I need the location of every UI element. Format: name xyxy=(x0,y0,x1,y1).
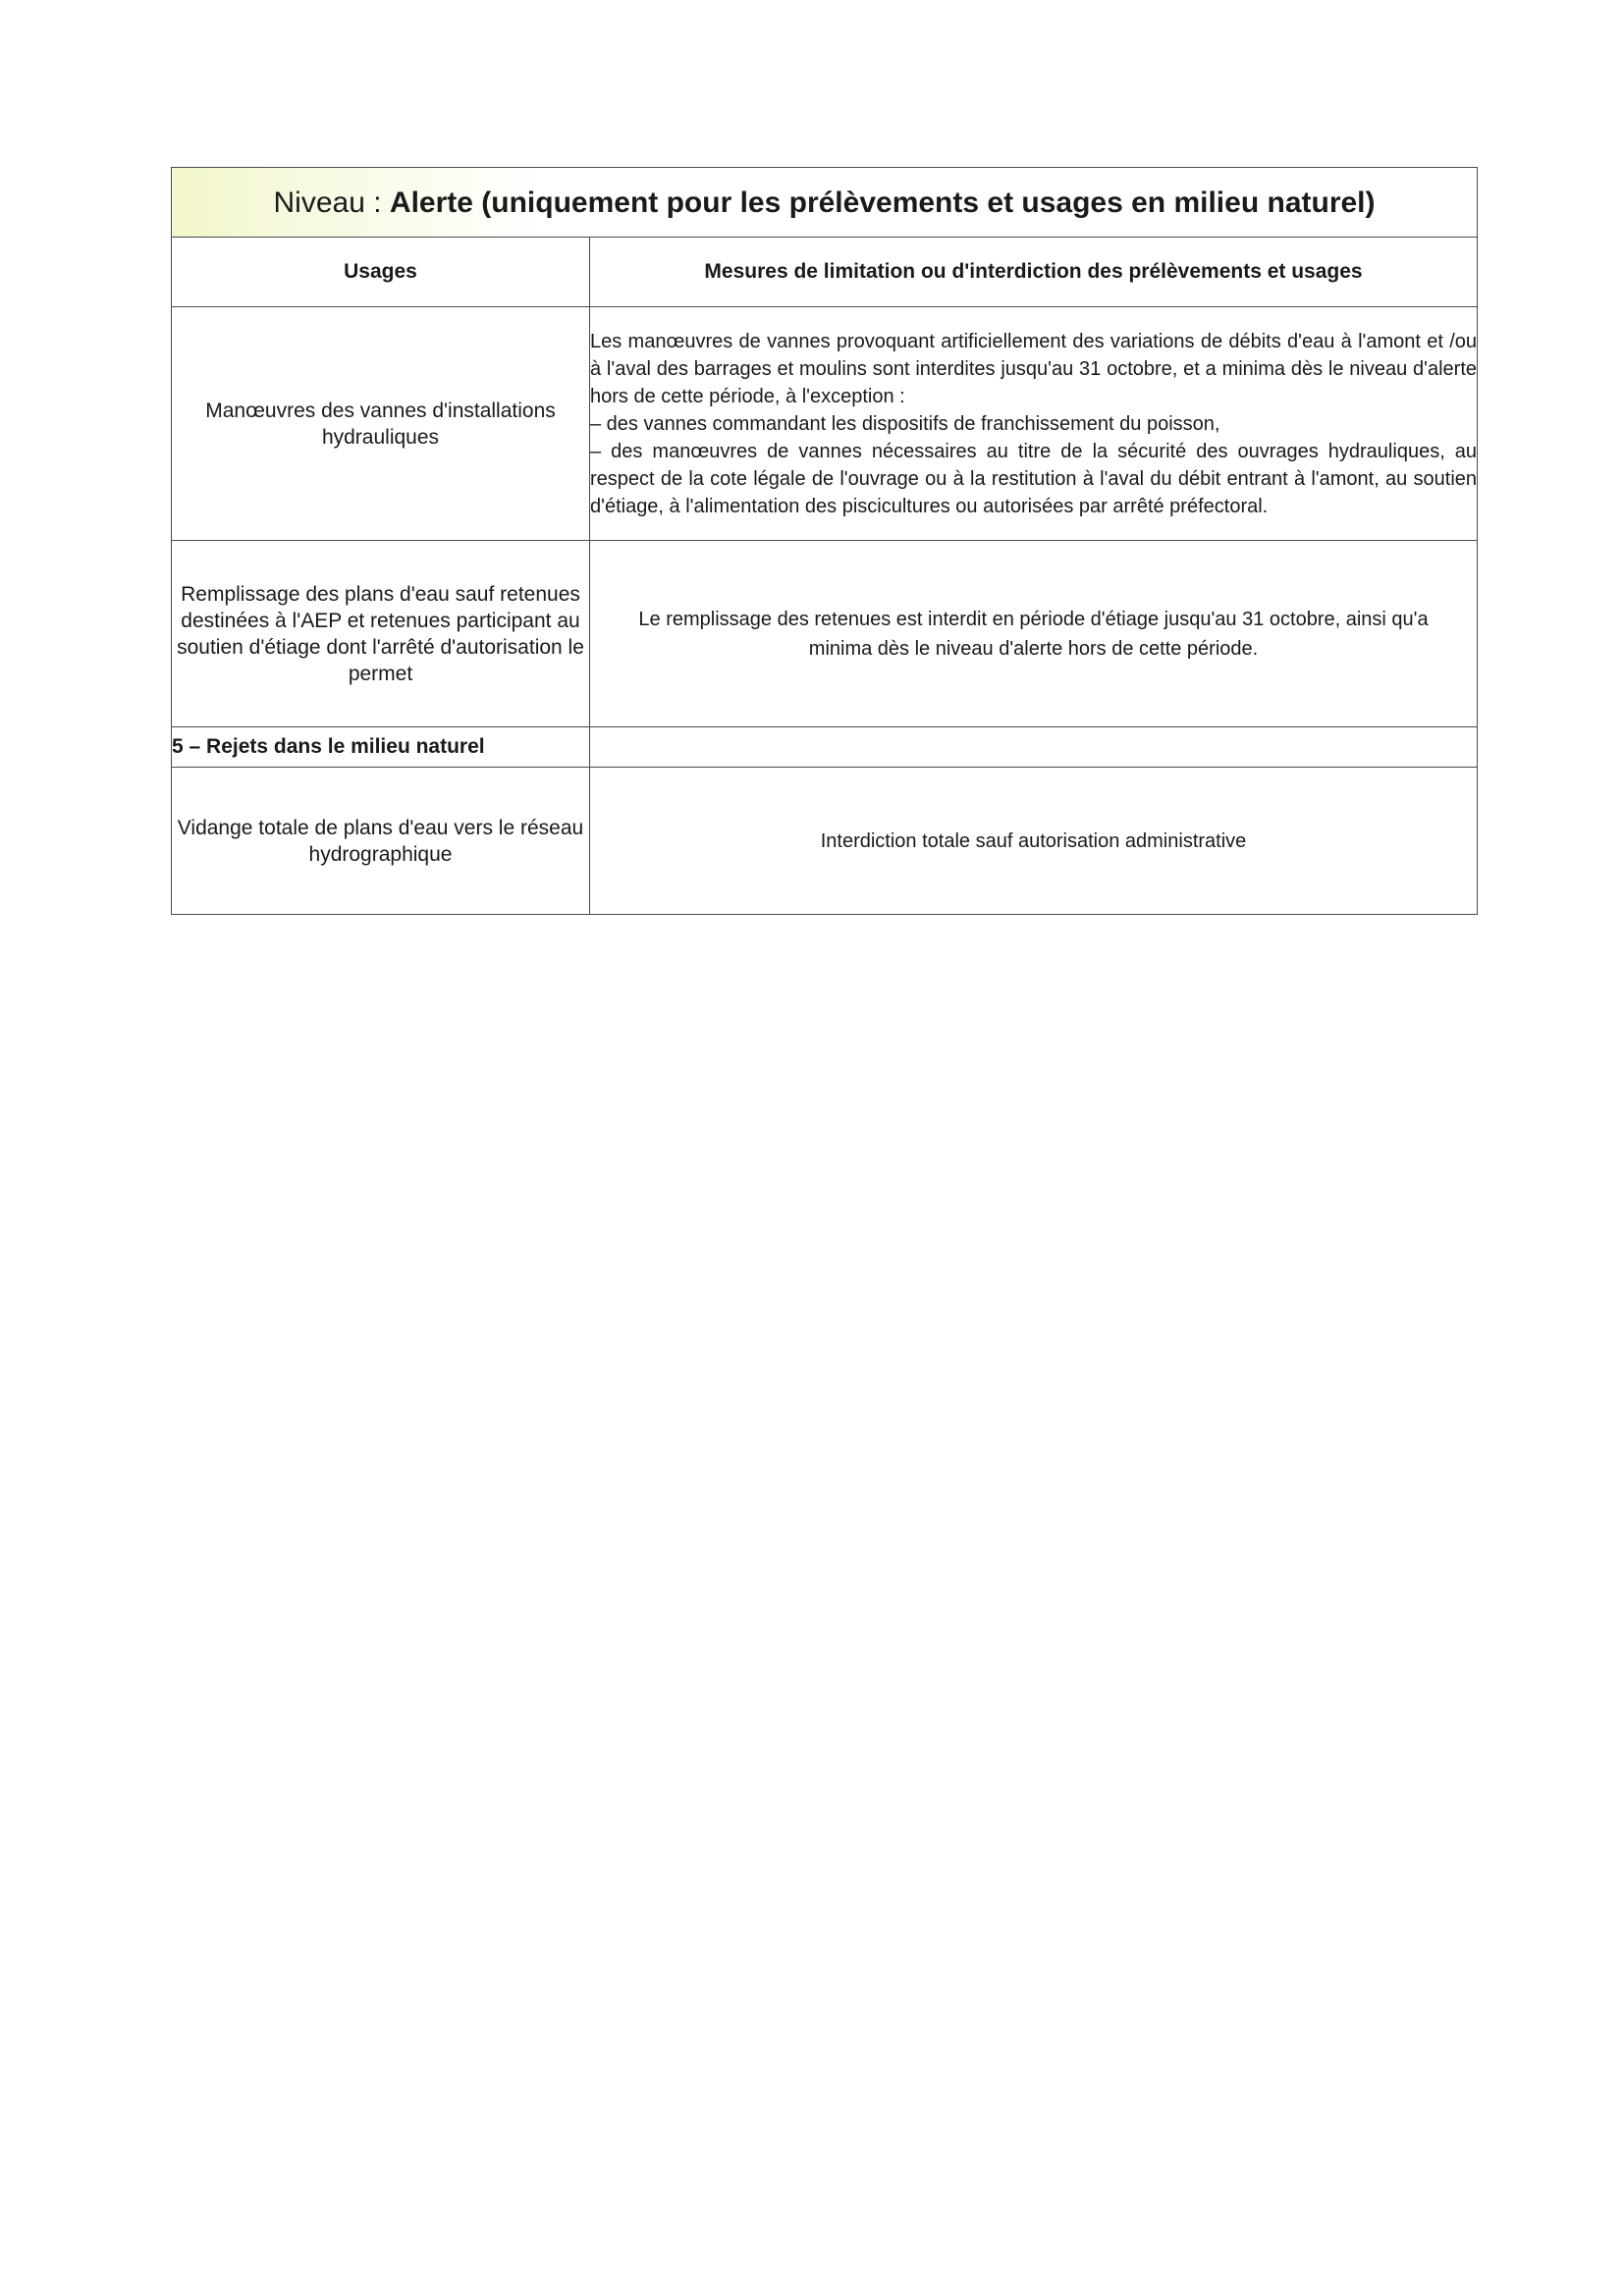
restrictions-table xyxy=(171,167,1478,915)
measure-cell xyxy=(590,541,1478,727)
table-header-row xyxy=(172,238,1478,307)
measure-line: – des manœuvres de vannes nécessaires au titre de la sécurité des ouvrages hydrauliques, au respect de la cote légale de l'ouvrage ou à la restitution à l'aval du débit entrant à l'amont, au soutien d'étiage, à l'alimentation des piscicultures ou autorisées par arrêté préfectoral. xyxy=(590,440,1478,517)
usage-cell: Manœuvres des vannes d'installations hydrauliques xyxy=(172,307,590,541)
table-title-row xyxy=(172,168,1478,238)
measure-line: – des vannes commandant les dispositifs de franchissement du poisson, xyxy=(590,412,1220,435)
usage-cell: Vidange totale de plans d'eau vers le réseau hydrographique xyxy=(172,768,590,915)
measure-text: Le remplissage des retenues est interdit en période d'étiage jusqu'au 31 octobre, ainsi qu'a minima dès le niveau d'alerte hors de cette période. xyxy=(638,608,1429,660)
title-prefix: Niveau : xyxy=(273,186,390,219)
table-row xyxy=(172,541,1478,727)
section-empty-cell xyxy=(590,727,1478,768)
section-title: 5 – Rejets dans le milieu naturel xyxy=(172,727,590,768)
table-title-cell xyxy=(172,168,1478,238)
header-mesures: Mesures de limitation ou d'interdiction des prélèvements et usages xyxy=(590,238,1478,307)
usage-cell: Remplissage des plans d'eau sauf retenues destinées à l'AEP et retenues participant au soutien d'étiage dont l'arrêté d'autorisation le permet xyxy=(172,541,590,727)
table-row xyxy=(172,307,1478,541)
measure-cell xyxy=(590,307,1478,541)
title-level: Alerte (uniquement pour les prélèvements et usages en milieu naturel) xyxy=(389,186,1376,219)
header-usages: Usages xyxy=(172,238,590,307)
measure-cell: Interdiction totale sauf autorisation administrative xyxy=(590,768,1478,915)
measure-line: Les manœuvres de vannes provoquant artificiellement des variations de débits d'eau à l'amont et /ou à l'aval des barrages et moulins sont interdites jusqu'au 31 octobre, et a minima dès le niveau d'alerte hors de cette période, à l'exception : xyxy=(590,330,1478,407)
table-row xyxy=(172,768,1478,915)
section-row xyxy=(172,727,1478,768)
table-title xyxy=(274,187,1376,219)
